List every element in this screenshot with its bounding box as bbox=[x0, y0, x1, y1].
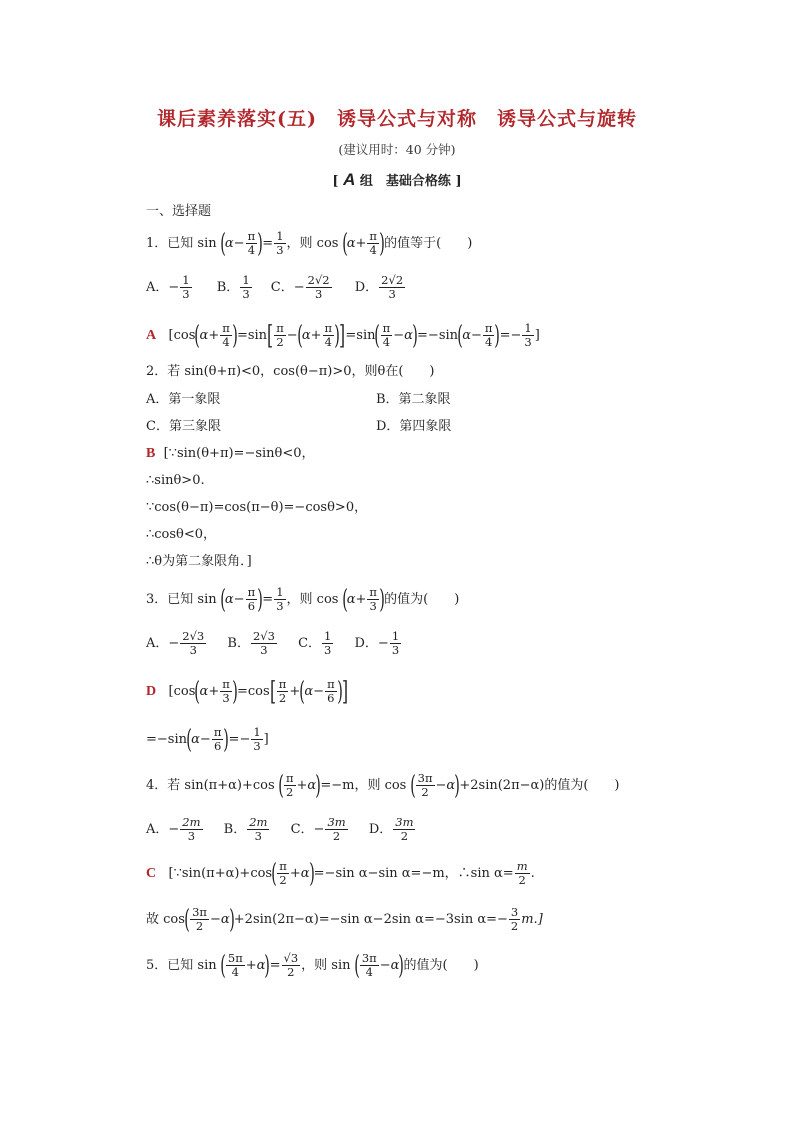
question-3-options bbox=[146, 630, 402, 657]
question-4-solution-line: 故 cos( $\frac{3\pi}{2}$ −α)+2sin(2π−α)=−sin α−2sin α=−3sin α=− $\frac{3}{2}$ m.] bbox=[146, 904, 543, 935]
option-a: A．− $\frac{2√3}{3}$ bbox=[146, 629, 205, 657]
group-label: 组 基础合格练 bbox=[359, 174, 451, 189]
option-a: A．− $\frac{1}{3}$ bbox=[146, 273, 190, 301]
question-4-stem: 4．若 sin(π+α)+cos ( $\frac{\pi}{2}$ +α)=−m，则 cos ( $\frac{3\pi}{2}$ −α)+2sin(2π−α)的值为( ) bbox=[146, 770, 620, 801]
page-title: 课后素养落实(五) 诱导公式与对称 诱导公式与旋转 bbox=[157, 108, 637, 130]
option-a: A．− $\frac{2m}{3}$ bbox=[146, 815, 201, 843]
suggested-time: (建议用时：40 分钟) bbox=[338, 142, 456, 157]
question-5-stem: 5．已知 sin ( $\frac{5\pi}{4}$ +α)= $\frac{√3}{2}$ ，则 sin ( $\frac{3\pi}{4}$ −α)的值为( ) bbox=[146, 950, 479, 981]
option-c: C．第三象限 bbox=[146, 419, 221, 434]
option-a: A．第一象限 bbox=[146, 392, 221, 407]
question-2-solution-line: ∵cos(θ−π)=cos(π−θ)=−cosθ>0， bbox=[146, 500, 368, 515]
group-close-bracket: ] bbox=[455, 174, 462, 189]
answer-letter: D bbox=[146, 684, 157, 699]
option-b: B．第二象限 bbox=[376, 392, 451, 407]
question-2-solution-line: B [∵sin(θ+π)=−sinθ<0， bbox=[146, 446, 315, 461]
section-heading: 一、选择题 bbox=[146, 204, 212, 219]
group-open-bracket: [ bbox=[332, 174, 339, 189]
option-b: B． $\frac{2√3}{3}$ bbox=[227, 629, 275, 657]
option-d: D． $\frac{3m}{2}$ bbox=[368, 815, 414, 843]
question-2-solution-line: ∴sinθ>0. bbox=[146, 473, 205, 488]
question-2-solution-line: ∴cosθ<0， bbox=[146, 527, 217, 542]
answer-letter: A bbox=[146, 328, 157, 343]
option-b: B． $\frac{1}{3}$ bbox=[216, 273, 250, 301]
answer-letter: B bbox=[146, 446, 156, 461]
option-c: C． $\frac{1}{3}$ bbox=[298, 629, 332, 657]
option-b: B． $\frac{2m}{3}$ bbox=[223, 815, 268, 843]
group-heading bbox=[0, 170, 794, 190]
question-4-options bbox=[146, 816, 416, 843]
option-c: C．− $\frac{3m}{2}$ bbox=[290, 815, 346, 843]
answer-letter: C bbox=[146, 866, 157, 881]
question-3-solution-line: D [cos(α+ $\frac{\pi}{3}$ )=cos[ $\frac{\pi}{2}$ +(α− $\frac{\pi}{6}$ )] bbox=[146, 676, 348, 707]
question-3-solution-line: =−sin(α− $\frac{\pi}{6}$ )=− $\frac{1}{3}$ ] bbox=[146, 724, 269, 755]
option-d: D．第四象限 bbox=[376, 419, 452, 434]
question-1-solution: A [cos(α+ $\frac{\pi}{4}$ )=sin[ $\frac{\pi}{2}$ −(α+ $\frac{\pi}{4}$ )]=sin( $\frac{\pi}{4}$ −α)=−sin(α− $\frac{\pi}{4}$ )=− $\frac{1}{3}$ ] bbox=[146, 320, 540, 351]
question-4-solution-line: C [∵sin(π+α)+cos( $\frac{\pi}{2}$ +α)=−sin α−sin α=−m，∴sin α= $\frac{m}{2}$ . bbox=[146, 858, 535, 889]
option-d: D．− $\frac{1}{3}$ bbox=[354, 629, 400, 657]
question-1-options bbox=[146, 274, 406, 301]
group-letter: A bbox=[343, 170, 356, 189]
option-c: C．− $\frac{2√2}{3}$ bbox=[270, 273, 330, 301]
option-d: D． $\frac{2√2}{3}$ bbox=[354, 273, 404, 301]
question-3-stem: 3．已知 sin (α− $\frac{\pi}{6}$ )= $\frac{1}{3}$ ，则 cos (α+ $\frac{\pi}{3}$ )的值为( ) bbox=[146, 584, 460, 615]
question-1-stem: 1．已知 sin (α− $\frac{\pi}{4}$ )= $\frac{1}{3}$ ，则 cos (α+ $\frac{\pi}{4}$ )的值等于( ) bbox=[146, 228, 473, 259]
question-2-stem: 2．若 sin(θ+π)<0，cos(θ−π)>0，则θ在( ) bbox=[146, 364, 435, 379]
question-2-solution-line: ∴θ为第二象限角．] bbox=[146, 554, 252, 569]
